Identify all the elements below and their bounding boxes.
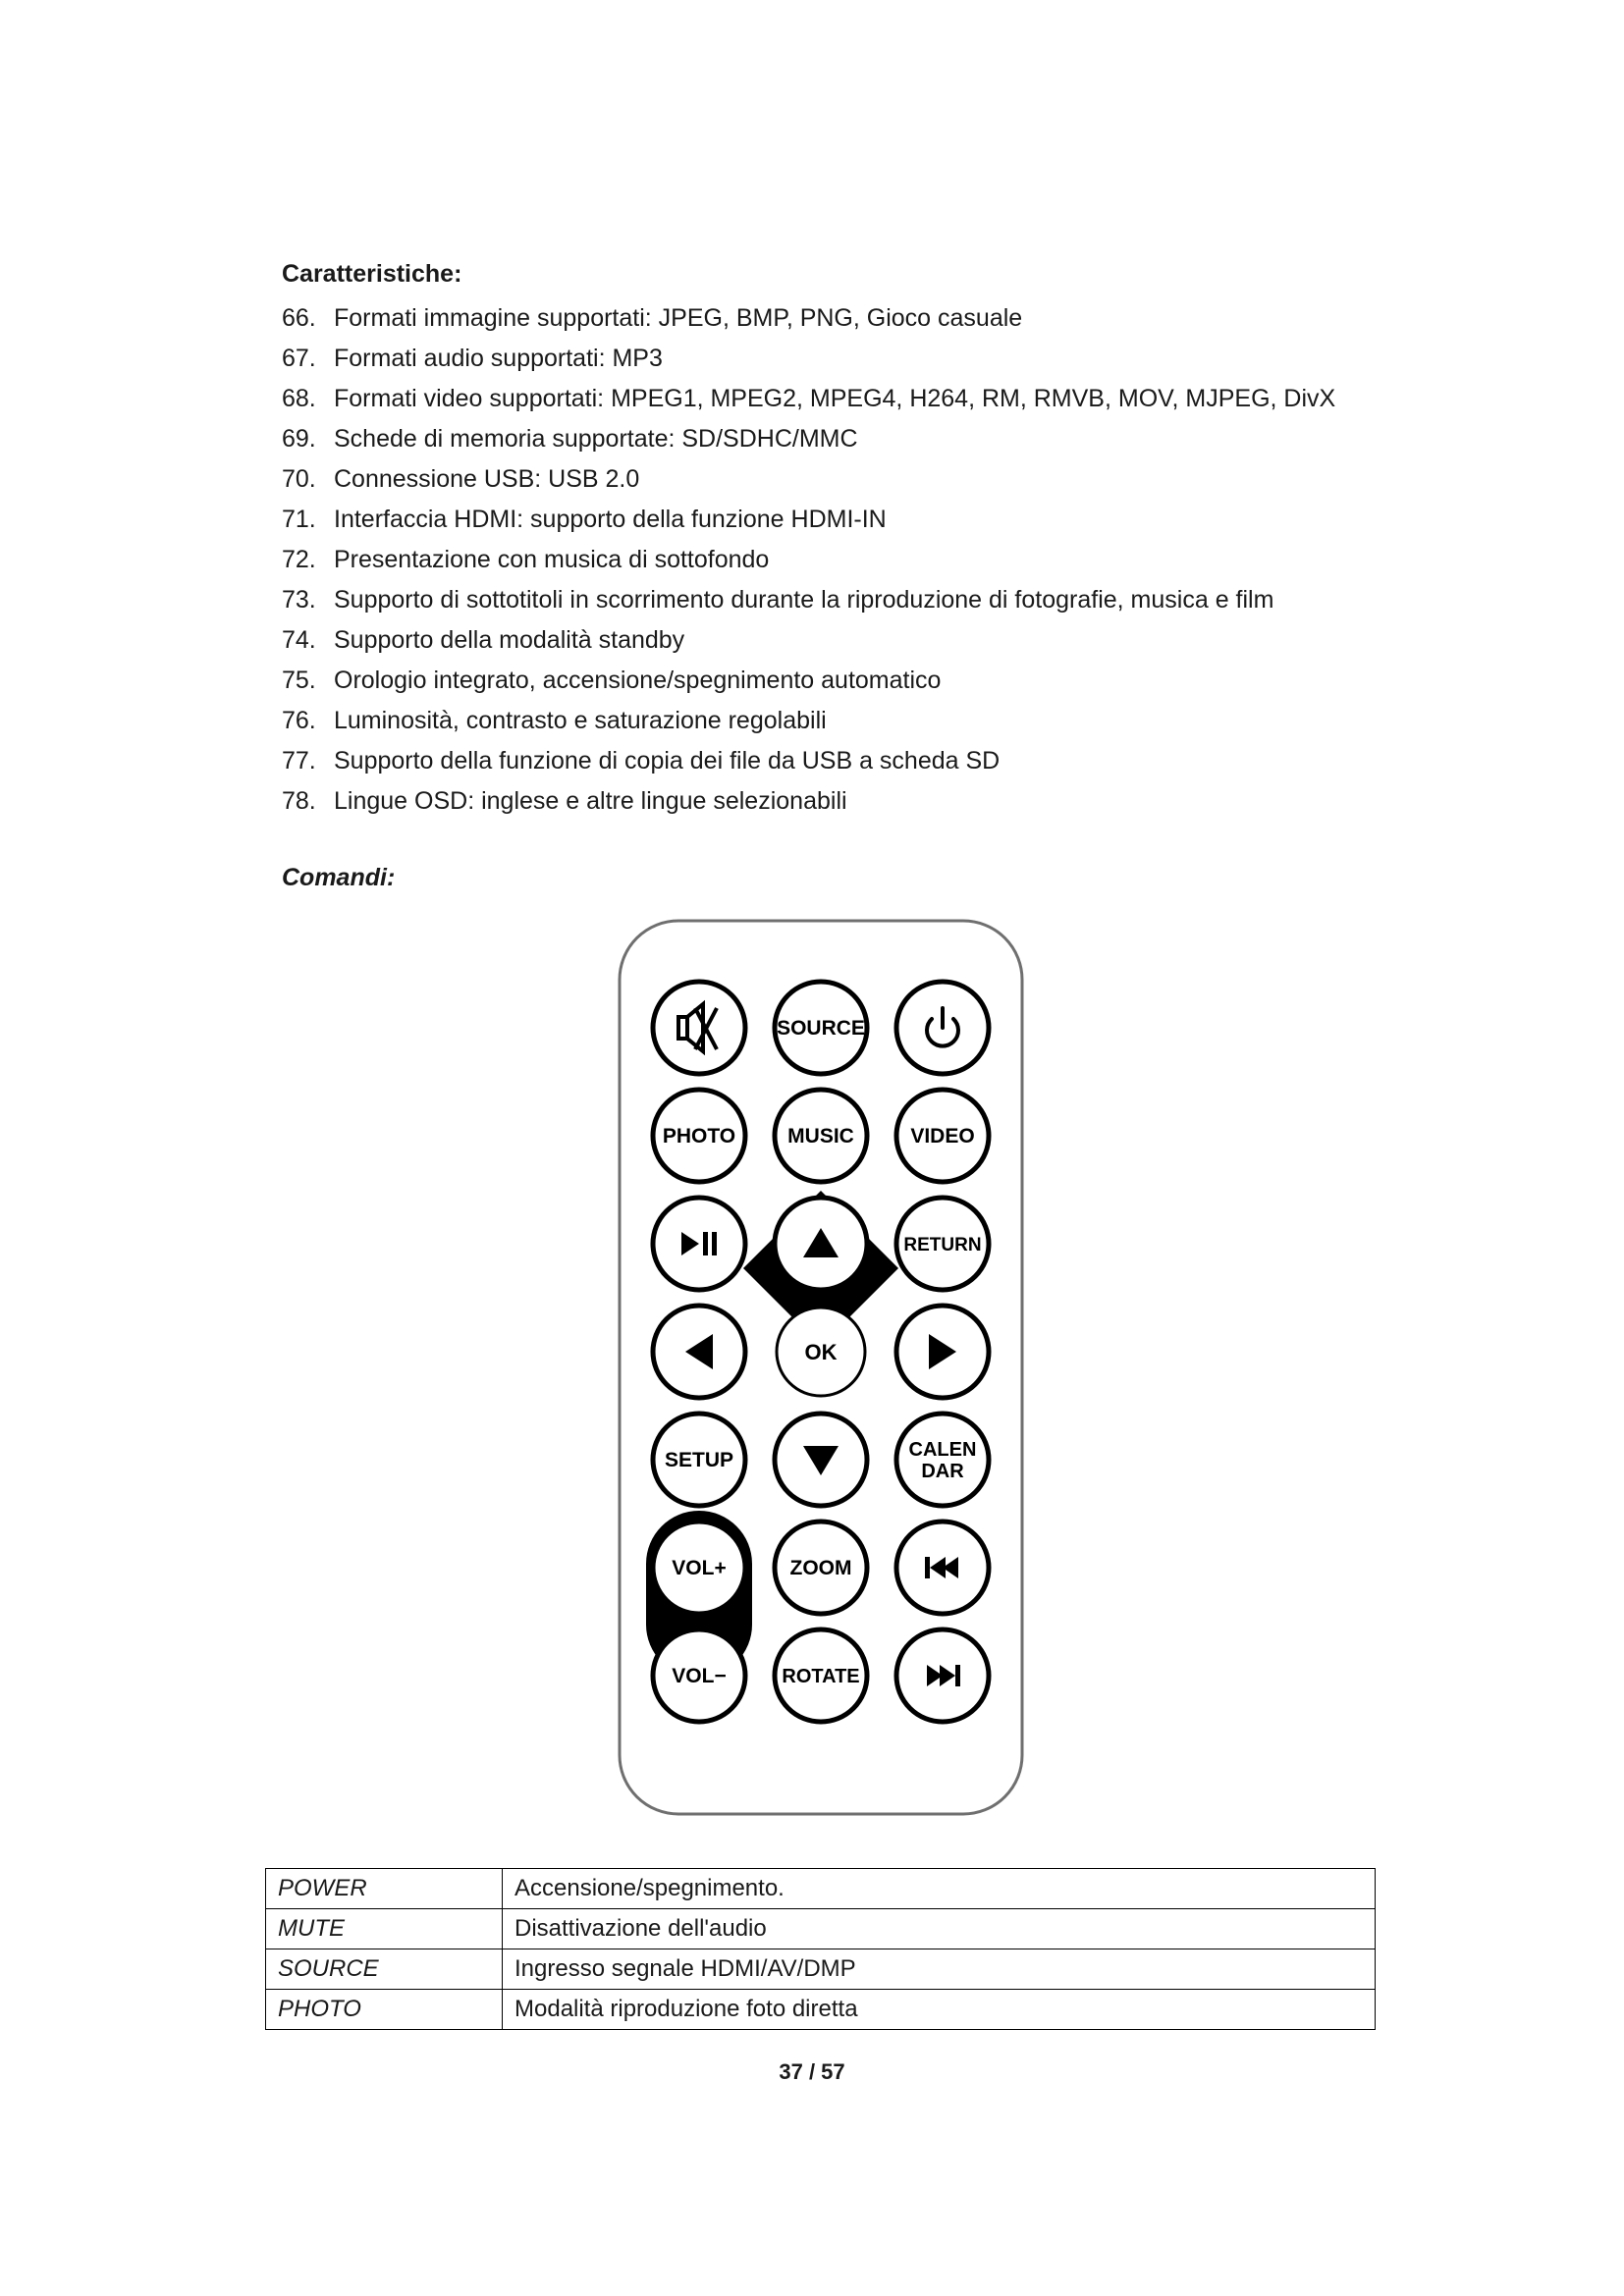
item-text: Lingue OSD: inglese e altre lingue selezionabili (334, 787, 847, 815)
table-row (266, 1949, 1376, 1990)
item-number: 69. (282, 425, 316, 453)
table-row (266, 1990, 1376, 2030)
item-text: Schede di memoria supportate: SD/SDHC/MMC (334, 425, 858, 453)
photo-button[interactable] (653, 1090, 745, 1182)
video-label: VIDEO (910, 1125, 975, 1148)
item-number: 68. (282, 385, 316, 412)
item-text: Presentazione con musica di sottofondo (334, 546, 770, 573)
item-number: 77. (282, 747, 316, 774)
calendar-label-line1: CALEN (908, 1439, 977, 1461)
previous-button[interactable] (896, 1522, 989, 1614)
mute-button[interactable] (653, 982, 745, 1074)
volume-up-label: VOL+ (672, 1557, 727, 1579)
list-item (282, 500, 1335, 540)
item-number: 75. (282, 667, 316, 694)
item-number: 72. (282, 546, 316, 573)
item-text: Luminosità, contrasto e saturazione regolabili (334, 707, 827, 734)
item-text: Supporto della funzione di copia dei file da USB a scheda SD (334, 747, 1001, 774)
zoom-button[interactable] (775, 1522, 867, 1614)
play-pause-button[interactable] (653, 1198, 745, 1290)
photo-label: PHOTO (662, 1125, 736, 1148)
commands-table (265, 1868, 1376, 2030)
list-item (282, 741, 1335, 781)
list-item (282, 379, 1335, 419)
item-number: 70. (282, 465, 316, 493)
item-number: 66. (282, 304, 316, 332)
ok-label: OK (804, 1340, 838, 1364)
item-number: 67. (282, 345, 316, 372)
item-text: Formati video supportati: MPEG1, MPEG2, MPEG4, H264, RM, RMVB, MOV, MJPEG, DivX (334, 385, 1336, 412)
remote-control-illustration (617, 918, 1025, 1817)
command-key: SOURCE (266, 1949, 503, 1990)
calendar-button[interactable] (896, 1414, 989, 1506)
ok-button[interactable] (777, 1308, 865, 1396)
rotate-label: ROTATE (782, 1666, 860, 1687)
left-button[interactable] (653, 1306, 745, 1398)
source-button[interactable] (775, 982, 867, 1074)
item-number: 71. (282, 506, 316, 533)
source-label: SOURCE (777, 1017, 865, 1040)
list-item (282, 419, 1335, 459)
list-item (282, 459, 1335, 500)
table-row (266, 1909, 1376, 1949)
item-text: Supporto della modalità standby (334, 626, 685, 654)
item-text: Interfaccia HDMI: supporto della funzione HDMI-IN (334, 506, 887, 533)
list-item (282, 540, 1335, 580)
command-key: POWER (266, 1869, 503, 1909)
table-row (266, 1869, 1376, 1909)
list-item (282, 580, 1335, 620)
list-item (282, 298, 1335, 339)
right-button[interactable] (896, 1306, 989, 1398)
command-description: Ingresso segnale HDMI/AV/DMP (503, 1949, 1376, 1990)
rotate-button[interactable] (775, 1629, 867, 1722)
next-button[interactable] (896, 1629, 989, 1722)
item-text: Supporto di sottotitoli in scorrimento durante la riproduzione di fotografie, musica e film (334, 586, 1274, 614)
item-text: Formati immagine supportati: JPEG, BMP, PNG, Gioco casuale (334, 304, 1023, 332)
list-item (282, 661, 1335, 701)
volume-up-button[interactable] (653, 1522, 745, 1614)
setup-label: SETUP (664, 1449, 734, 1471)
list-item (282, 620, 1335, 661)
item-number: 78. (282, 787, 316, 815)
item-number: 73. (282, 586, 316, 614)
item-text: Connessione USB: USB 2.0 (334, 465, 640, 493)
command-description: Modalità riproduzione foto diretta (503, 1990, 1376, 2030)
item-text: Formati audio supportati: MP3 (334, 345, 663, 372)
section-heading-commands: Comandi: (282, 864, 396, 891)
list-item (282, 339, 1335, 379)
item-number: 74. (282, 626, 316, 654)
item-text: Orologio integrato, accensione/spegnimento automatico (334, 667, 942, 694)
return-button[interactable] (896, 1198, 989, 1290)
volume-down-button[interactable] (653, 1629, 745, 1722)
item-number: 76. (282, 707, 316, 734)
return-label: RETURN (903, 1235, 982, 1255)
command-key: PHOTO (266, 1990, 503, 2030)
music-button[interactable] (775, 1090, 867, 1182)
list-item (282, 781, 1335, 822)
volume-down-label: VOL− (672, 1665, 727, 1687)
calendar-label-line2: DAR (921, 1461, 964, 1482)
command-description: Disattivazione dell'audio (503, 1909, 1376, 1949)
power-button[interactable] (896, 982, 989, 1074)
page-number: 37 / 57 (779, 2059, 845, 2084)
section-heading-features: Caratteristiche: (282, 260, 462, 288)
command-key: MUTE (266, 1909, 503, 1949)
command-description: Accensione/spegnimento. (503, 1869, 1376, 1909)
up-button[interactable] (775, 1198, 867, 1290)
zoom-label: ZOOM (789, 1557, 852, 1579)
down-button[interactable] (775, 1414, 867, 1506)
video-button[interactable] (896, 1090, 989, 1182)
music-label: MUSIC (787, 1125, 854, 1148)
setup-button[interactable] (653, 1414, 745, 1506)
features-list (282, 298, 1335, 822)
list-item (282, 701, 1335, 741)
